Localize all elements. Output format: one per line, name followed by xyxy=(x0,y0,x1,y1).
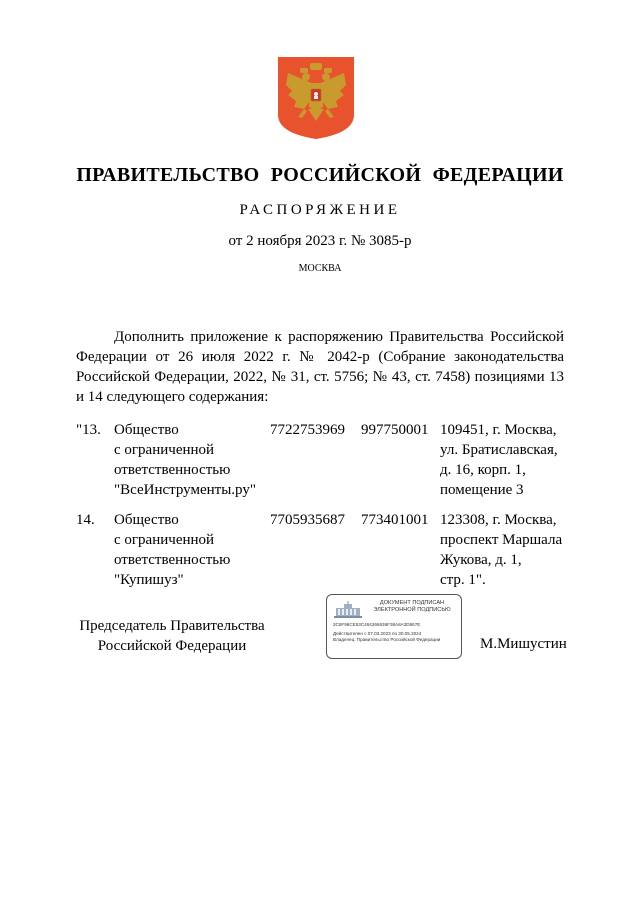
signer-name: М.Мишустин xyxy=(480,636,567,652)
stamp-owner: Владелец: Правительство Российской Федерации xyxy=(333,637,441,642)
document-place: МОСКВА xyxy=(298,263,342,274)
stamp-title xyxy=(365,600,459,614)
document-date-number: от 2 ноября 2023 г. № 3085-р xyxy=(228,233,412,249)
entry-address-line: ул. Братиславская, xyxy=(440,442,558,458)
entry-name-line: ответственностью xyxy=(114,462,231,478)
stamp-validity: Действителен с 07.03.2023 по 30.05.2024 xyxy=(333,631,422,636)
entry-company-name xyxy=(114,510,264,590)
entry-name-line: ответственностью xyxy=(114,552,231,568)
entry-address-line: д. 16, корп. 1, xyxy=(440,462,526,478)
entry-name-line: Общество xyxy=(114,422,179,438)
entry-company-name xyxy=(114,420,264,500)
entry-inn: 7722753969 xyxy=(270,422,345,438)
signer-title-line: Председатель Правительства xyxy=(79,618,265,634)
entry-address-line: 109451, г. Москва, xyxy=(440,422,557,438)
entry-kpp: 997750001 xyxy=(361,422,429,438)
entry-address-line: стр. 1". xyxy=(440,572,486,588)
entry-name-line: с ограниченной xyxy=(114,532,215,548)
entry-name-line: "Купишуз" xyxy=(114,572,184,588)
stamp-title-line: ДОКУМЕНТ ПОДПИСАН xyxy=(379,600,445,606)
stamp-title-line: ЭЛЕКТРОННОЙ ПОДПИСЬЮ xyxy=(373,607,451,613)
document-type: РАСПОРЯЖЕНИЕ xyxy=(239,202,401,218)
entry-kpp: 773401001 xyxy=(361,512,429,528)
entry-address xyxy=(440,420,580,500)
entry-name-line: Общество xyxy=(114,512,179,528)
main-paragraph: Дополнить приложение к распоряжению Правительства Российской Федерации от 26 июля 2022 г. № 2042-р (Собрание законодательства Российской Федерации, 2022, № 31, ст. 5756; № 43, ст. 7458) позициями 13 и 14 следующего содержания: xyxy=(76,329,564,405)
signer-title xyxy=(72,616,272,656)
entry-address-line: помещение 3 xyxy=(440,482,524,498)
entry-address-line: проспект Маршала xyxy=(440,532,563,548)
entry-inn: 7705935687 xyxy=(270,512,345,528)
electronic-signature-stamp xyxy=(326,594,462,659)
coat-of-arms-emblem xyxy=(276,55,356,141)
government-title: ПРАВИТЕЛЬСТВО РОССИЙСКОЙ ФЕДЕРАЦИИ xyxy=(76,164,564,186)
stamp-serial: 2C6F96CE53C464266636F38A8A3D867E xyxy=(333,622,421,627)
entry-number: "13. xyxy=(76,422,101,438)
entry-row-13 xyxy=(76,420,576,510)
entry-number: 14. xyxy=(76,512,95,528)
entry-address-line: Жукова, д. 1, xyxy=(440,552,522,568)
signer-title-line: Российской Федерации xyxy=(97,638,247,654)
entry-address-line: 123308, г. Москва, xyxy=(440,512,557,528)
government-building-icon xyxy=(333,601,363,619)
entry-name-line: с ограниченной xyxy=(114,442,215,458)
entry-row-14 xyxy=(76,510,576,600)
entry-address xyxy=(440,510,580,590)
entries-table xyxy=(76,420,576,600)
entry-name-line: "ВсеИнструменты.ру" xyxy=(114,482,256,498)
